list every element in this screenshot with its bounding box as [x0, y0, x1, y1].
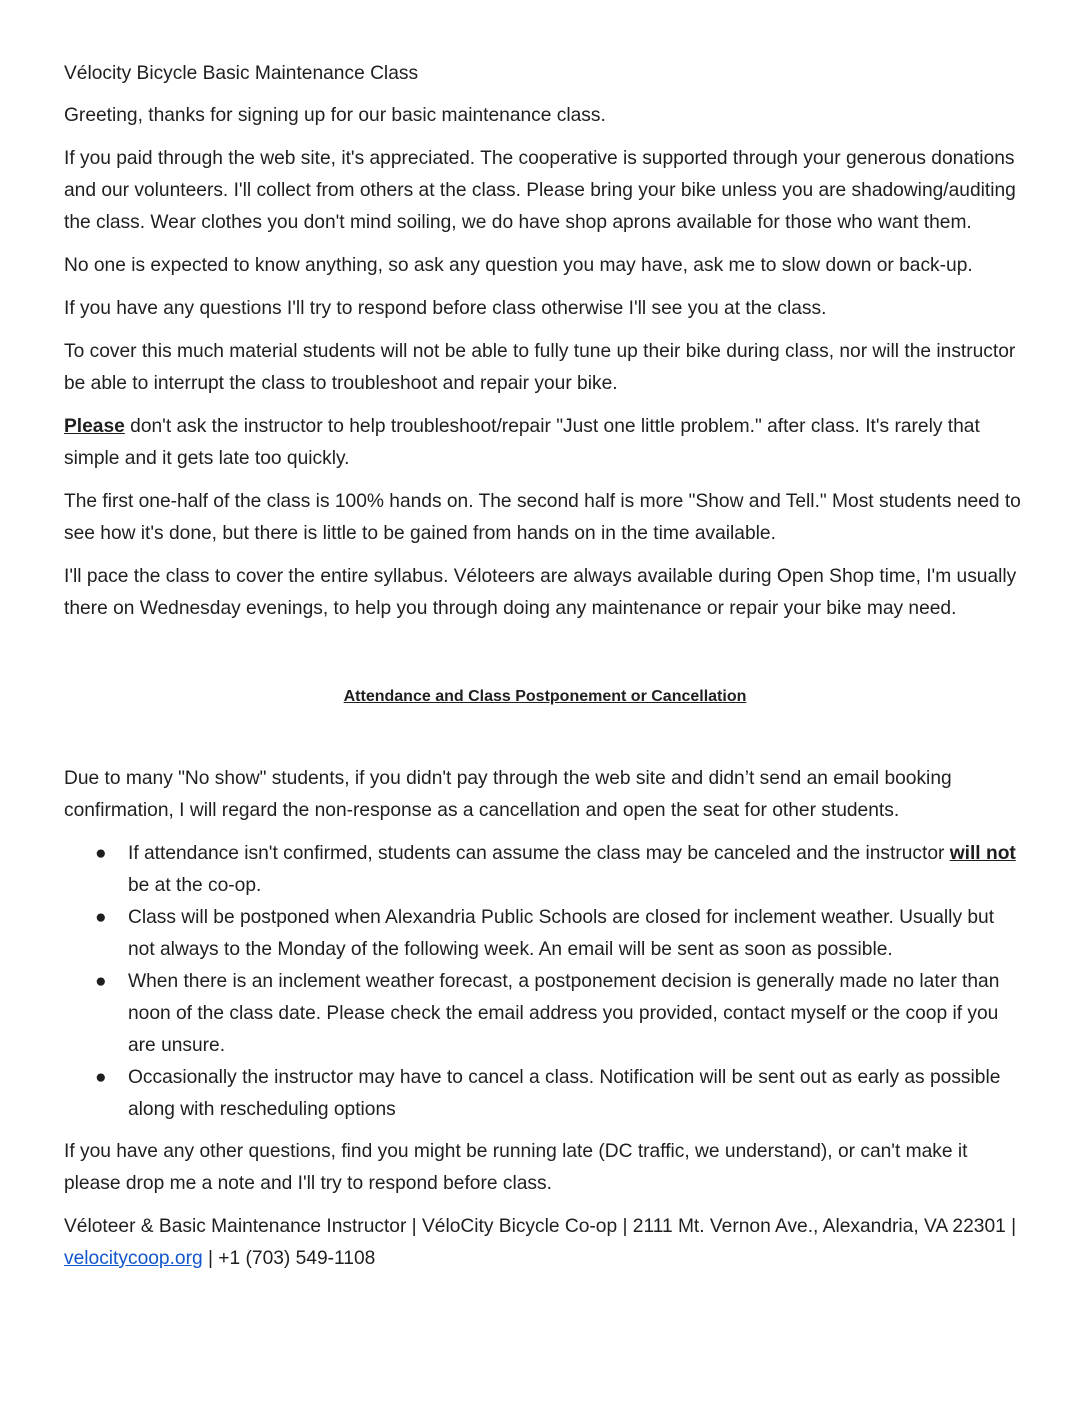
bullet-text-end: be at the co-op.: [128, 875, 262, 896]
signature-phone: | +1 (703) 549-1108: [202, 1248, 376, 1269]
document-title: Vélocity Bicycle Basic Maintenance Class: [64, 63, 419, 84]
material-paragraph: To cover this much material students will not be able to fully tune up their bike during class, nor will the instructor be able to interrupt the class to troubleshoot and repair your bike.: [64, 341, 1016, 394]
noshow-paragraph: Due to many "No show" students, if you didn't pay through the web site and didn’t send an email booking confirmation, I will regard the non-response as a cancellation and open the seat for other students.: [64, 768, 952, 821]
payment-paragraph: If you paid through the web site, it's appreciated. The cooperative is supported through your generous donations and our volunteers. I'll collect from others at the class. Please bring your bike unless you are shadowing/auditing the class. Wear clothes you don't mind soiling, we do have shop aprons available for those who want them.: [64, 148, 1016, 233]
bullet-icon: ●: [95, 907, 107, 928]
attendance-bullet-list: [64, 838, 1026, 1126]
bullet-text: Class will be postponed when Alexandria Public Schools are closed for inclement weather. Usually but not always to the Monday of the following week. An email will be sent as soon as possible.: [128, 907, 995, 960]
handson-paragraph: The first one-half of the class is 100% hands on. The second half is more "Show and Tell." Most students need to see how it's done, but there is little to be gained from hands on in the time available.: [64, 491, 1021, 544]
section-heading: Attendance and Class Postponement or Cancellation: [343, 688, 747, 705]
document-page: [64, 58, 1026, 1286]
list-item: [64, 902, 1026, 966]
list-item: [64, 1062, 1026, 1126]
bullet-text: Occasionally the instructor may have to cancel a class. Notification will be sent out as early as possible along with rescheduling options: [128, 1067, 1001, 1120]
please-text: don't ask the instructor to help troubleshoot/repair "Just one little problem." after class. It's rarely that simple and it gets late too quickly.: [64, 416, 980, 469]
signature-line: [64, 1211, 1026, 1275]
bullet-icon: ●: [95, 971, 107, 992]
will-not-emphasis: will not: [949, 843, 1016, 864]
bullet-icon: ●: [95, 1067, 107, 1088]
bullet-icon: ●: [95, 843, 107, 864]
pace-paragraph: I'll pace the class to cover the entire syllabus. Véloteers are always available during Open Shop time, I'm usually there on Wednesday evenings, to help you through doing any maintenance or repair your bike may need.: [64, 566, 1017, 619]
greeting-paragraph: Greeting, thanks for signing up for our basic maintenance class.: [64, 105, 606, 126]
respond-paragraph: If you have any questions I'll try to respond before class otherwise I'll see you at the class.: [64, 298, 827, 319]
signature-text: Véloteer & Basic Maintenance Instructor | VéloCity Bicycle Co-op | 2111 Mt. Vernon Ave., Alexandria, VA 22301 |: [64, 1216, 1017, 1237]
please-paragraph: [64, 411, 1026, 475]
questions-paragraph: No one is expected to know anything, so ask any question you may have, ask me to slow down or back-up.: [64, 255, 973, 276]
bullet-text: If attendance isn't confirmed, students can assume the class may be canceled and the instructor: [128, 843, 950, 864]
list-item: [64, 838, 1026, 902]
please-emphasis: Please: [64, 416, 125, 437]
other-questions-paragraph: If you have any other questions, find you might be running late (DC traffic, we understand), or can't make it please drop me a note and I'll try to respond before class.: [64, 1141, 968, 1194]
bullet-text: When there is an inclement weather forecast, a postponement decision is generally made no later than noon of the class date. Please check the email address you provided, contact myself or the coop if you are unsure.: [128, 971, 1000, 1056]
website-link[interactable]: velocitycoop.org: [64, 1248, 203, 1269]
list-item: [64, 966, 1026, 1062]
